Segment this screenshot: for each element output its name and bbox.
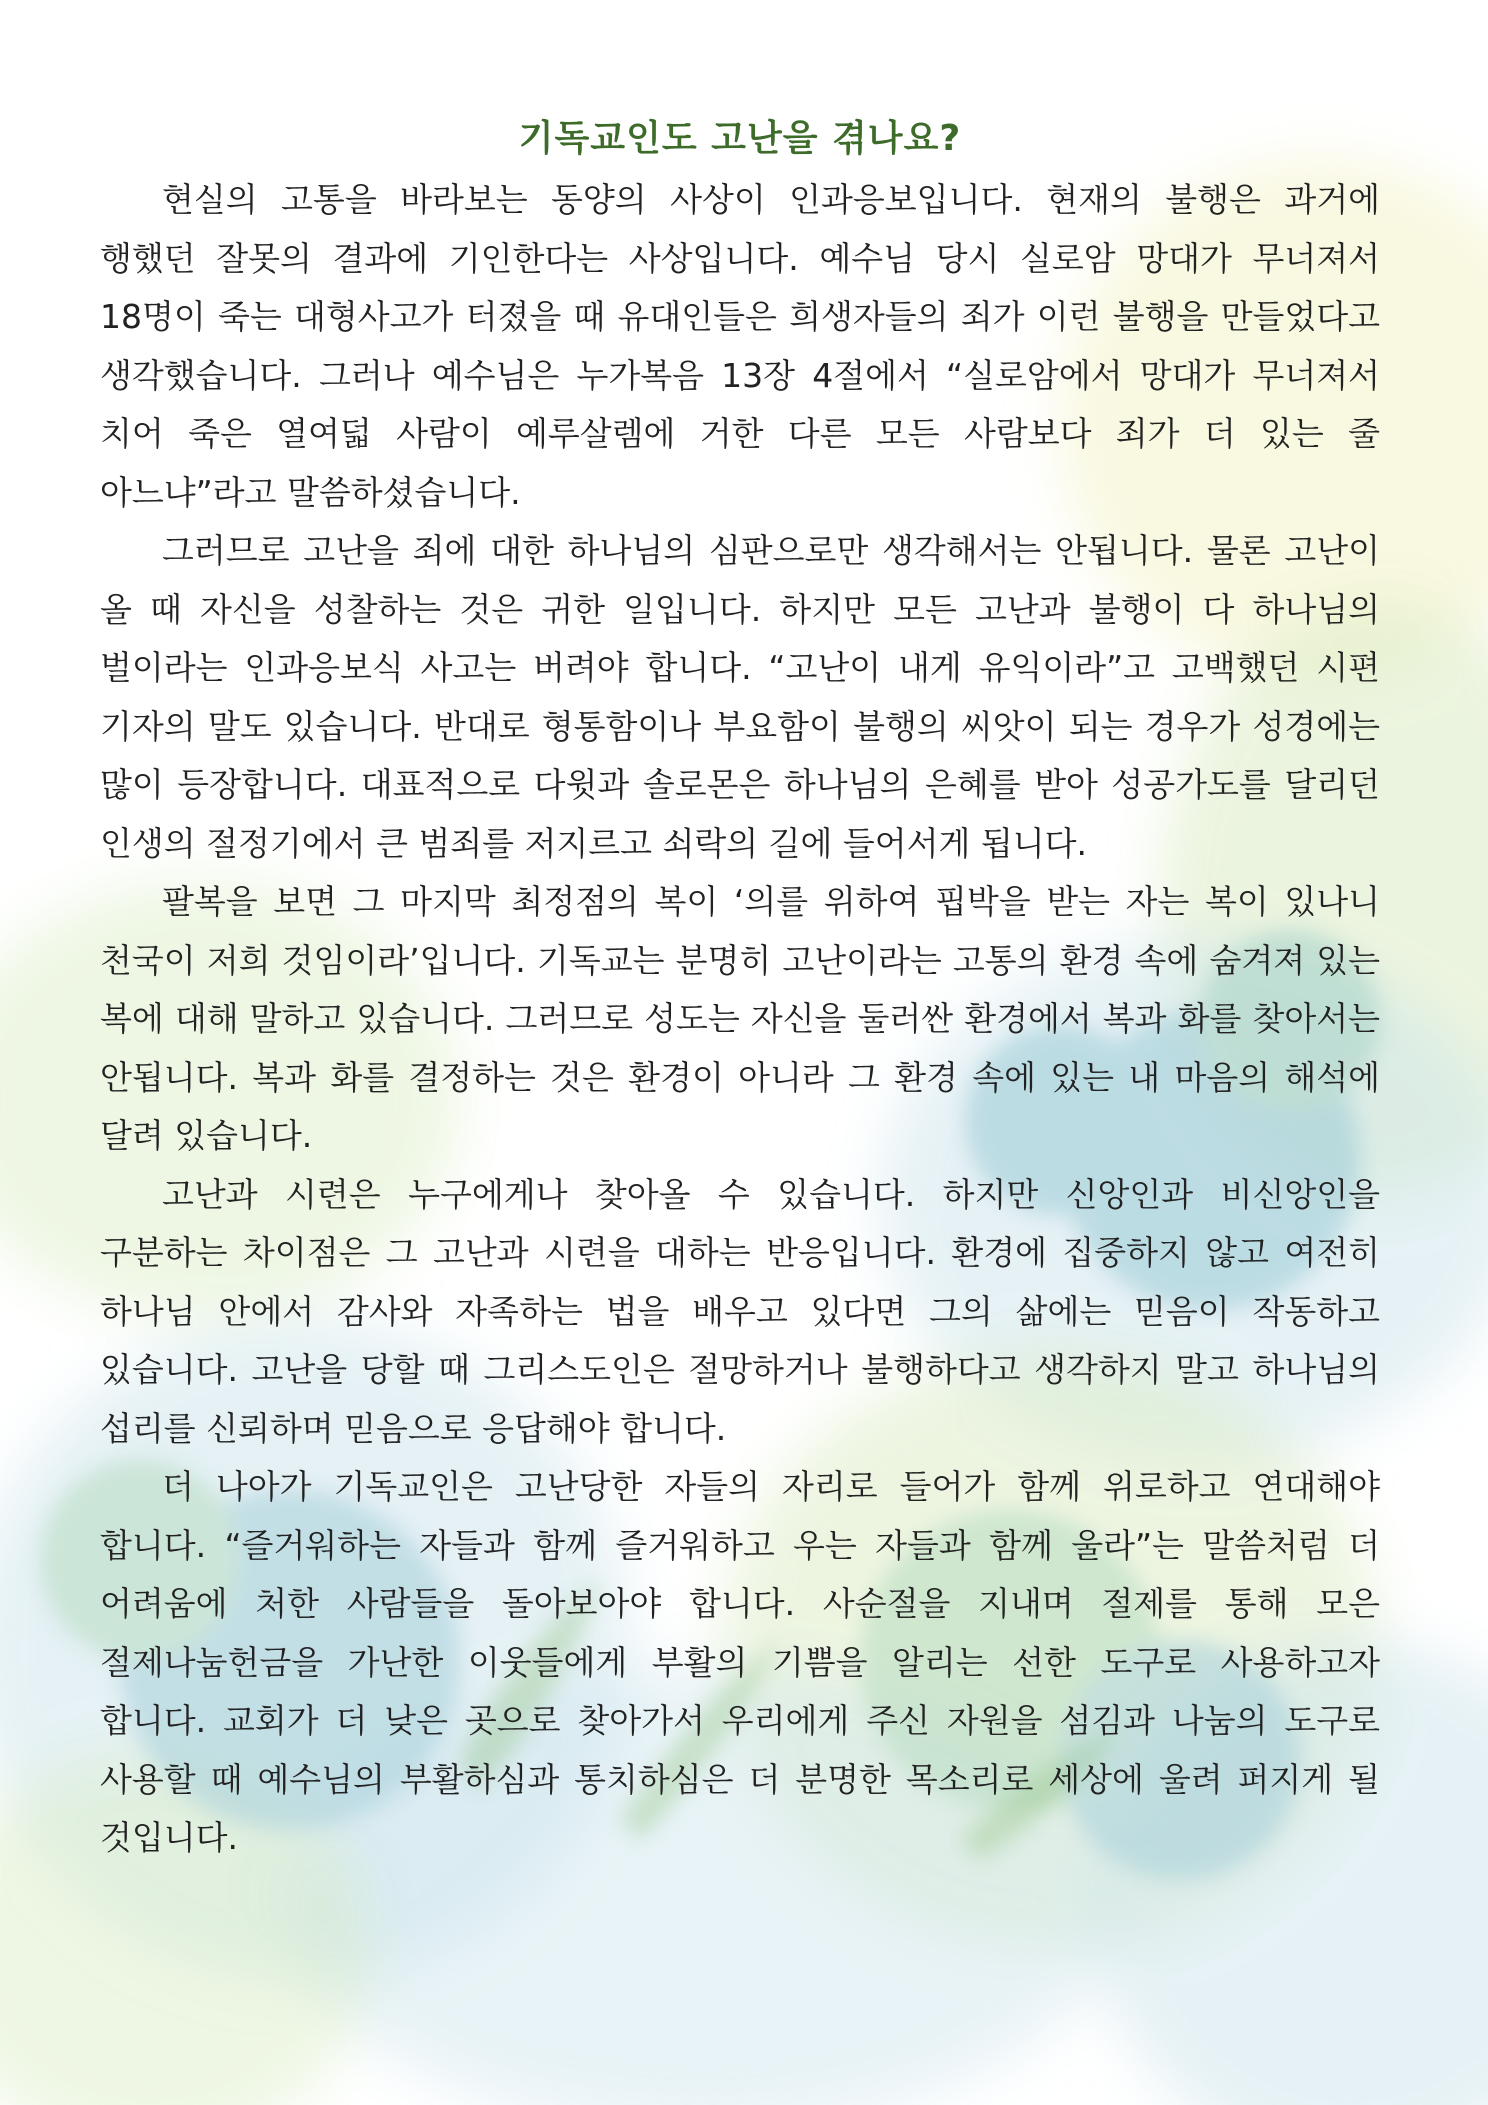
paragraph-4: 고난과 시련은 누구에게나 찾아올 수 있습니다. 하지만 신앙인과 비신앙인을 구분하는 차이점은 그 고난과 시련을 대하는 반응입니다. 환경에 집중하지 않고 여전히 하나님 안에서 감사와 자족하는 법을 배우고 있다면 그의 삶에는 믿음이 작동하고 있습니다. 고난을 당할 때 그리스도인은 절망하거나 불행하다고 생각하지 말고 하나님의 섭리를 신뢰하며 믿음으로 응답해야 합니다. [100,1174,1380,1448]
document-page [100,100,1380,1868]
paragraph-3: 팔복을 보면 그 마지막 최정점의 복이 ‘의를 위하여 핍박을 받는 자는 복이 있나니 천국이 저희 것임이라’입니다. 기독교는 분명히 고난이라는 고통의 환경 속에 숨겨져 있는 복에 대해 말하고 있습니다. 그러므로 성도는 자신을 둘러싼 환경에서 복과 화를 찾아서는 안됩니다. 복과 화를 결정하는 것은 환경이 아니라 그 환경 속에 있는 내 마음의 해석에 달려 있습니다. [100,882,1380,1155]
paragraph-2: 그러므로 고난을 죄에 대한 하나님의 심판으로만 생각해서는 안됩니다. 물론 고난이 올 때 자신을 성찰하는 것은 귀한 일입니다. 하지만 모든 고난과 불행이 다 하나님의 벌이라는 인과응보식 사고는 버려야 합니다. “고난이 내게 유익이라”고 고백했던 시편 기자의 말도 있습니다. 반대로 형통함이나 부요함이 불행의 씨앗이 되는 경우가 성경에는 많이 등장합니다. 대표적으로 다윗과 솔로몬은 하나님의 은혜를 받아 성공가도를 달리던 인생의 절정기에서 큰 범죄를 저지르고 쇠락의 길에 들어서게 됩니다. [100,531,1380,863]
document-title: 기독교인도 고난을 겪나요? [518,118,962,159]
paragraph-1: 현실의 고통을 바라보는 동양의 사상이 인과응보입니다. 현재의 불행은 과거에 행했던 잘못의 결과에 기인한다는 사상입니다. 예수님 당시 실로암 망대가 무너져서 18명이 죽는 대형사고가 터졌을 때 유대인들은 희생자들의 죄가 이런 불행을 만들었다고 생각했습니다. 그러나 예수님은 누가복음 13장 4절에서 “실로암에서 망대가 무너져서 치어 죽은 열여덟 사람이 예루살렘에 거한 다른 모든 사람보다 죄가 더 있는 줄 아느냐”라고 말씀하셨습니다. [100,180,1380,512]
paragraph-5: 더 나아가 기독교인은 고난당한 자들의 자리로 들어가 함께 위로하고 연대해야 합니다. “즐거워하는 자들과 함께 즐거워하고 우는 자들과 함께 울라”는 말씀처럼 더 어려움에 처한 사람들을 돌아보아야 합니다. 사순절을 지내며 절제를 통해 모은 절제나눔헌금을 가난한 이웃들에게 부활의 기쁨을 알리는 선한 도구로 사용하고자 합니다. 교회가 더 낮은 곳으로 찾아가서 우리에게 주신 자원을 섬김과 나눔의 도구로 사용할 때 예수님의 부활하심과 통치하심은 더 분명한 목소리로 세상에 울려 퍼지게 될 것입니다. [100,1467,1380,1857]
